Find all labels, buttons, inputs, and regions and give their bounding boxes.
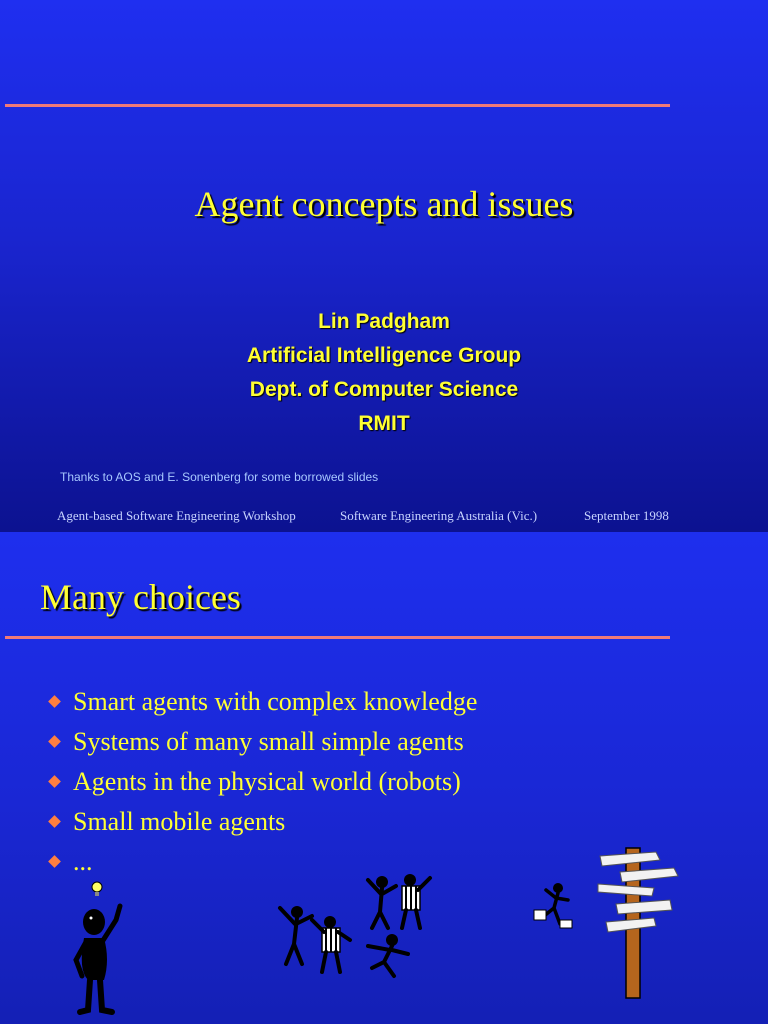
group-of-figures-icon bbox=[272, 868, 442, 980]
thinking-figure-icon bbox=[70, 880, 134, 1020]
author-block bbox=[0, 305, 768, 441]
choices-slide bbox=[0, 532, 768, 1024]
slide-title: Agent concepts and issues bbox=[194, 184, 574, 224]
acknowledgement-note: Thanks to AOS and E. Sonenberg for some borrowed slides bbox=[60, 470, 379, 484]
title-rule bbox=[5, 636, 670, 639]
signpost-icon bbox=[596, 844, 680, 1002]
footer-organisation: Software Engineering Australia (Vic.) bbox=[340, 508, 538, 523]
author-institution: RMIT bbox=[358, 412, 410, 435]
author-group: Artificial Intelligence Group bbox=[246, 344, 522, 367]
author-dept: Dept. of Computer Science bbox=[249, 378, 519, 401]
list-item: Systems of many small simple agents bbox=[48, 722, 477, 762]
running-figure-icon bbox=[532, 880, 576, 930]
bullet-diamond-icon bbox=[48, 855, 61, 868]
footer-date: September 1998 bbox=[584, 508, 669, 523]
footer-workshop: Agent-based Software Engineering Workshop bbox=[57, 508, 296, 523]
bullet-list bbox=[48, 682, 477, 882]
header-rule bbox=[5, 104, 670, 107]
list-item: ... bbox=[48, 842, 477, 882]
bullet-diamond-icon bbox=[48, 775, 61, 788]
list-item: Small mobile agents bbox=[48, 802, 477, 842]
author-name: Lin Padgham bbox=[318, 310, 450, 333]
bullet-diamond-icon bbox=[48, 695, 61, 708]
slide-title: Many choices bbox=[40, 577, 241, 617]
list-item: Agents in the physical world (robots) bbox=[48, 762, 477, 802]
bullet-diamond-icon bbox=[48, 815, 61, 828]
bullet-diamond-icon bbox=[48, 735, 61, 748]
list-item: Smart agents with complex knowledge bbox=[48, 682, 477, 722]
